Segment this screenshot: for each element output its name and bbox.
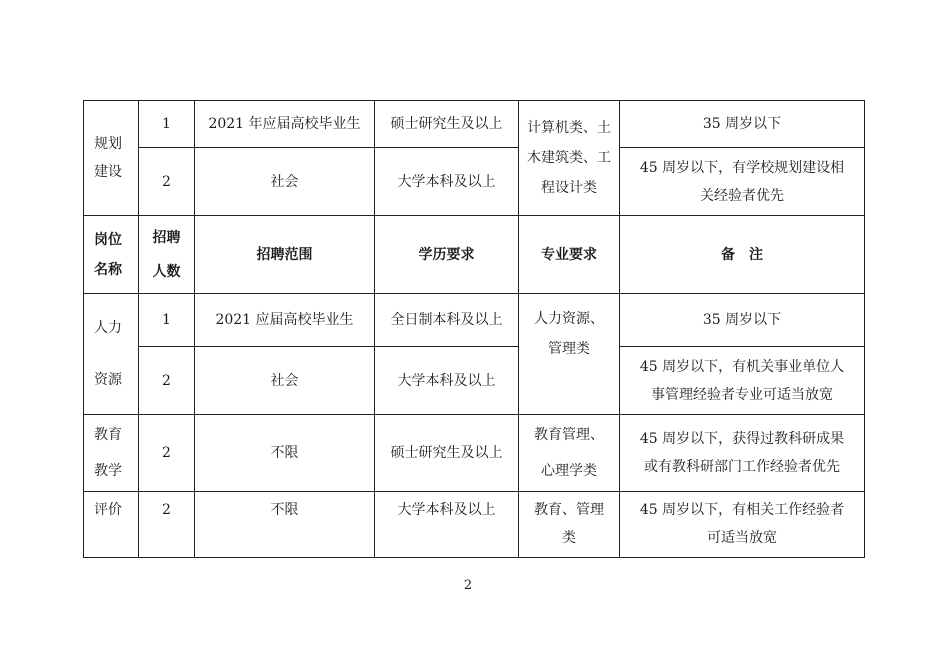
position-name-cell: 规划 建设 (84, 101, 139, 216)
note-cell: 35 周岁以下 (620, 294, 865, 347)
education-cell: 大学本科及以上 (375, 347, 519, 415)
header-note: 备 注 (620, 216, 865, 294)
position-name-cell: 评价 (84, 492, 139, 558)
note-cell: 45 周岁以下，有机关事业单位人 事管理经验者专业可适当放宽 (620, 347, 865, 415)
position-name-cell: 人力 资源 (84, 294, 139, 415)
note-cell: 45 周岁以下，有学校规划建设相 关经验者优先 (620, 148, 865, 216)
count-cell: 1 (139, 101, 195, 148)
table-row (84, 415, 865, 492)
major-cell: 教育管理、 心理学类 (519, 415, 620, 492)
note-cell: 45 周岁以下，有相关工作经验者 可适当放宽 (620, 492, 865, 558)
count-cell: 1 (139, 294, 195, 347)
count-cell: 2 (139, 148, 195, 216)
count-cell: 2 (139, 415, 195, 492)
header-count: 招聘 人数 (139, 216, 195, 294)
position-name-cell: 教育 教学 (84, 415, 139, 492)
scope-cell: 社会 (195, 347, 375, 415)
education-cell: 硕士研究生及以上 (375, 415, 519, 492)
scope-cell: 2021 年应届高校毕业生 (195, 101, 375, 148)
scope-cell: 不限 (195, 415, 375, 492)
note-cell: 45 周岁以下，获得过教科研成果 或有教科研部门工作经验者优先 (620, 415, 865, 492)
table-row (84, 492, 865, 558)
table-row (84, 148, 865, 216)
major-cell: 教育、管理 类 (519, 492, 620, 558)
header-position-name: 岗位 名称 (84, 216, 139, 294)
table-row (84, 294, 865, 347)
note-cell: 35 周岁以下 (620, 101, 865, 148)
page-number: 2 (463, 578, 473, 593)
table-header-row (84, 216, 865, 294)
header-scope: 招聘范围 (195, 216, 375, 294)
count-cell: 2 (139, 492, 195, 558)
education-cell: 大学本科及以上 (375, 148, 519, 216)
count-cell: 2 (139, 347, 195, 415)
education-cell: 大学本科及以上 (375, 492, 519, 558)
scope-cell: 2021 应届高校毕业生 (195, 294, 375, 347)
scope-cell: 不限 (195, 492, 375, 558)
scope-cell: 社会 (195, 148, 375, 216)
education-cell: 硕士研究生及以上 (375, 101, 519, 148)
header-education: 学历要求 (375, 216, 519, 294)
education-cell: 全日制本科及以上 (375, 294, 519, 347)
table-row (84, 347, 865, 415)
major-cell: 计算机类、土 木建筑类、工 程设计类 (519, 101, 620, 216)
header-major: 专业要求 (519, 216, 620, 294)
recruitment-table (83, 100, 865, 558)
table-row (84, 101, 865, 148)
major-cell: 人力资源、 管理类 (519, 294, 620, 415)
